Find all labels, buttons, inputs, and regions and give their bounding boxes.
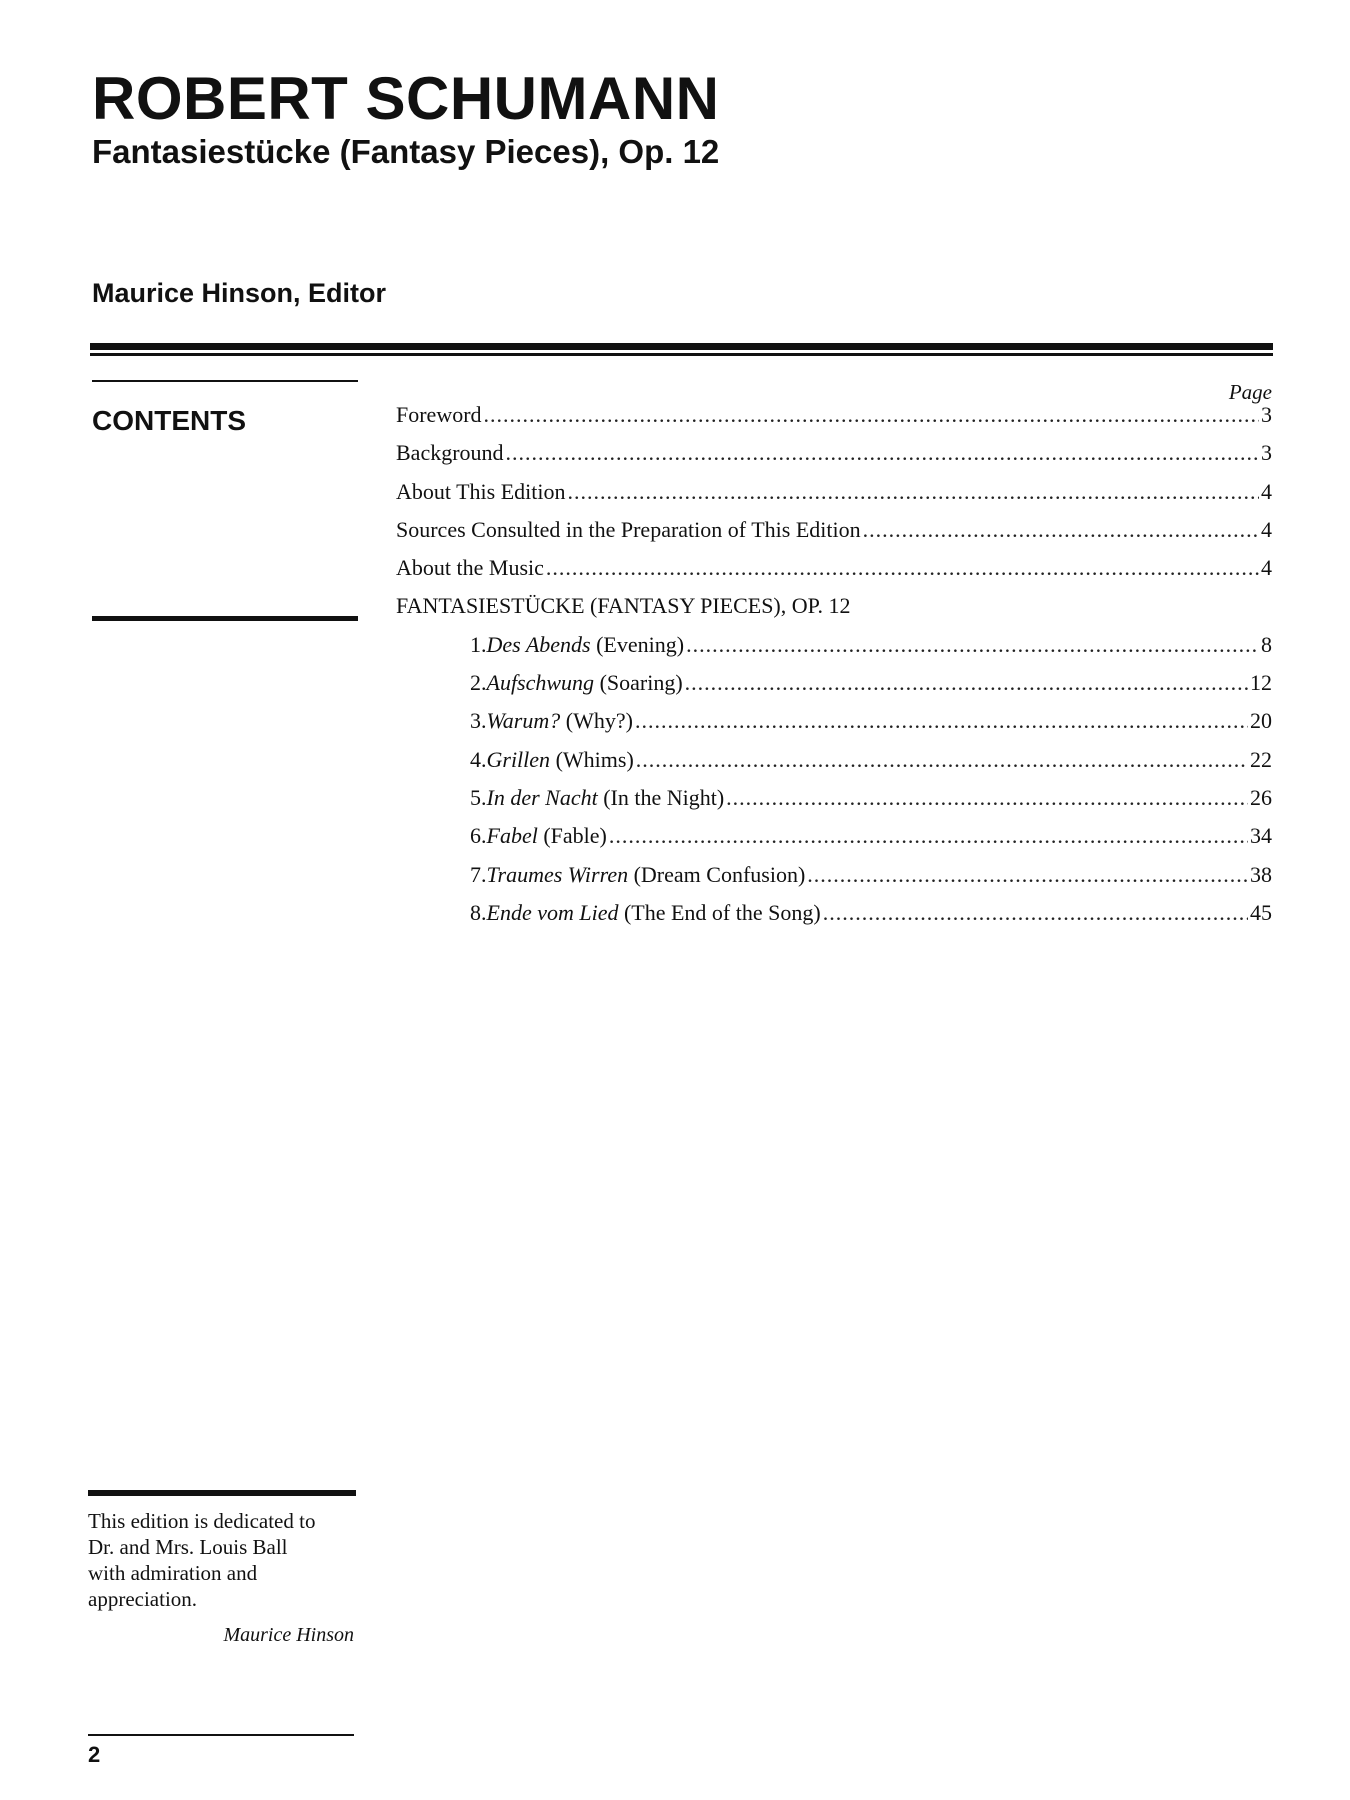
header-rule-thick (90, 343, 1273, 350)
piece-german-title: Aufschwung (486, 670, 595, 696)
toc-entry (396, 553, 1272, 591)
toc-entry-title: Sources Consulted in the Preparation of This Edition (396, 516, 861, 542)
piece-number: 4. (470, 746, 487, 772)
piece-number: 3. (470, 708, 487, 734)
dedication-line: appreciation. (88, 1587, 198, 1611)
editor-credit: Maurice Hinson, Editor (92, 278, 387, 308)
piece-page: 12 (1250, 670, 1272, 696)
toc-piece (396, 898, 1272, 936)
toc-entry (396, 477, 1272, 515)
dedication-text (88, 1508, 368, 1612)
toc-entry (396, 515, 1272, 553)
toc-entry-page: 3 (1261, 402, 1272, 427)
dot-leader (635, 706, 1248, 736)
toc-piece (396, 821, 1272, 859)
piece-english-title: (Fable) (543, 823, 607, 849)
dot-leader (686, 630, 1259, 660)
page-column-label: Page (1228, 380, 1272, 404)
toc-entry-title: About This Edition (396, 478, 566, 504)
piece-number: 5. (470, 784, 487, 810)
toc-entry-title: Background (396, 440, 504, 466)
folio-rule (88, 1734, 354, 1736)
piece-german-title: Traumes Wirren (486, 861, 629, 887)
piece-page: 38 (1250, 861, 1272, 887)
piece-english-title: (In the Night) (603, 784, 725, 810)
piece-english-title: (Dream Confusion) (633, 861, 806, 887)
dot-leader (685, 668, 1248, 698)
dedication-rule (88, 1490, 356, 1496)
dedication-signature: Maurice Hinson (223, 1624, 354, 1646)
toc-entry-title: Foreword (396, 402, 482, 427)
table-of-contents (396, 400, 1272, 936)
toc-entry-page: 4 (1261, 555, 1272, 581)
toc-entry (396, 438, 1272, 476)
toc-section-title: FANTASIESTÜCKE (FANTASY PIECES), OP. 12 (396, 593, 851, 619)
piece-page: 34 (1250, 823, 1272, 849)
piece-german-title: Ende vom Lied (486, 899, 619, 925)
piece-page: 8 (1261, 631, 1272, 657)
toc-piece (396, 860, 1272, 898)
piece-english-title: (The End of the Song) (623, 899, 821, 925)
piece-german-title: Warum? (486, 708, 561, 734)
piece-page: 20 (1250, 708, 1272, 734)
piece-number: 1. (470, 631, 487, 657)
toc-piece (396, 668, 1272, 706)
piece-number: 2. (470, 670, 487, 696)
toc-entry-page: 4 (1261, 516, 1272, 542)
piece-german-title: Grillen (486, 746, 551, 772)
dot-leader (568, 477, 1260, 507)
dedication-line: with admiration and (88, 1561, 258, 1585)
contents-rule-top (92, 380, 358, 382)
dot-leader (823, 898, 1248, 928)
dot-leader (726, 783, 1248, 813)
piece-german-title: Des Abends (486, 631, 591, 657)
piece-number: 8. (470, 899, 487, 925)
contents-rule-bottom (92, 616, 358, 621)
toc-piece (396, 783, 1272, 821)
toc-entry-title: About the Music (396, 555, 544, 581)
dot-leader (807, 860, 1248, 890)
dot-leader (609, 821, 1248, 851)
toc-section-heading (396, 591, 1272, 629)
dot-leader (484, 400, 1259, 430)
composer-name: ROBERT SCHUMANN (92, 65, 720, 132)
toc-entry-page: 4 (1261, 478, 1272, 504)
piece-page: 26 (1250, 784, 1272, 810)
piece-english-title: (Whims) (555, 746, 634, 772)
dot-leader (863, 515, 1259, 545)
dot-leader (546, 553, 1259, 583)
piece-german-title: In der Nacht (486, 784, 598, 810)
dot-leader (636, 745, 1248, 775)
contents-heading: CONTENTS (92, 405, 246, 436)
toc-piece (396, 745, 1272, 783)
piece-german-title: Fabel (486, 823, 538, 849)
piece-english-title: (Evening) (596, 631, 685, 657)
piece-page: 45 (1250, 899, 1272, 925)
header-rule-thin (90, 353, 1273, 356)
piece-page: 22 (1250, 746, 1272, 772)
dedication-line: This edition is dedicated to (88, 1509, 316, 1533)
toc-piece (396, 630, 1272, 668)
page-number: 2 (88, 1742, 101, 1767)
toc-piece (396, 706, 1272, 744)
toc-entry (396, 400, 1272, 438)
piece-english-title: (Why?) (565, 708, 633, 734)
dot-leader (506, 438, 1259, 468)
piece-number: 7. (470, 861, 487, 887)
work-title: Fantasiestücke (Fantasy Pieces), Op. 12 (92, 133, 720, 170)
toc-entry-page: 3 (1261, 440, 1272, 466)
piece-number: 6. (470, 823, 487, 849)
piece-english-title: (Soaring) (599, 670, 683, 696)
dedication-line: Dr. and Mrs. Louis Ball (88, 1535, 288, 1559)
